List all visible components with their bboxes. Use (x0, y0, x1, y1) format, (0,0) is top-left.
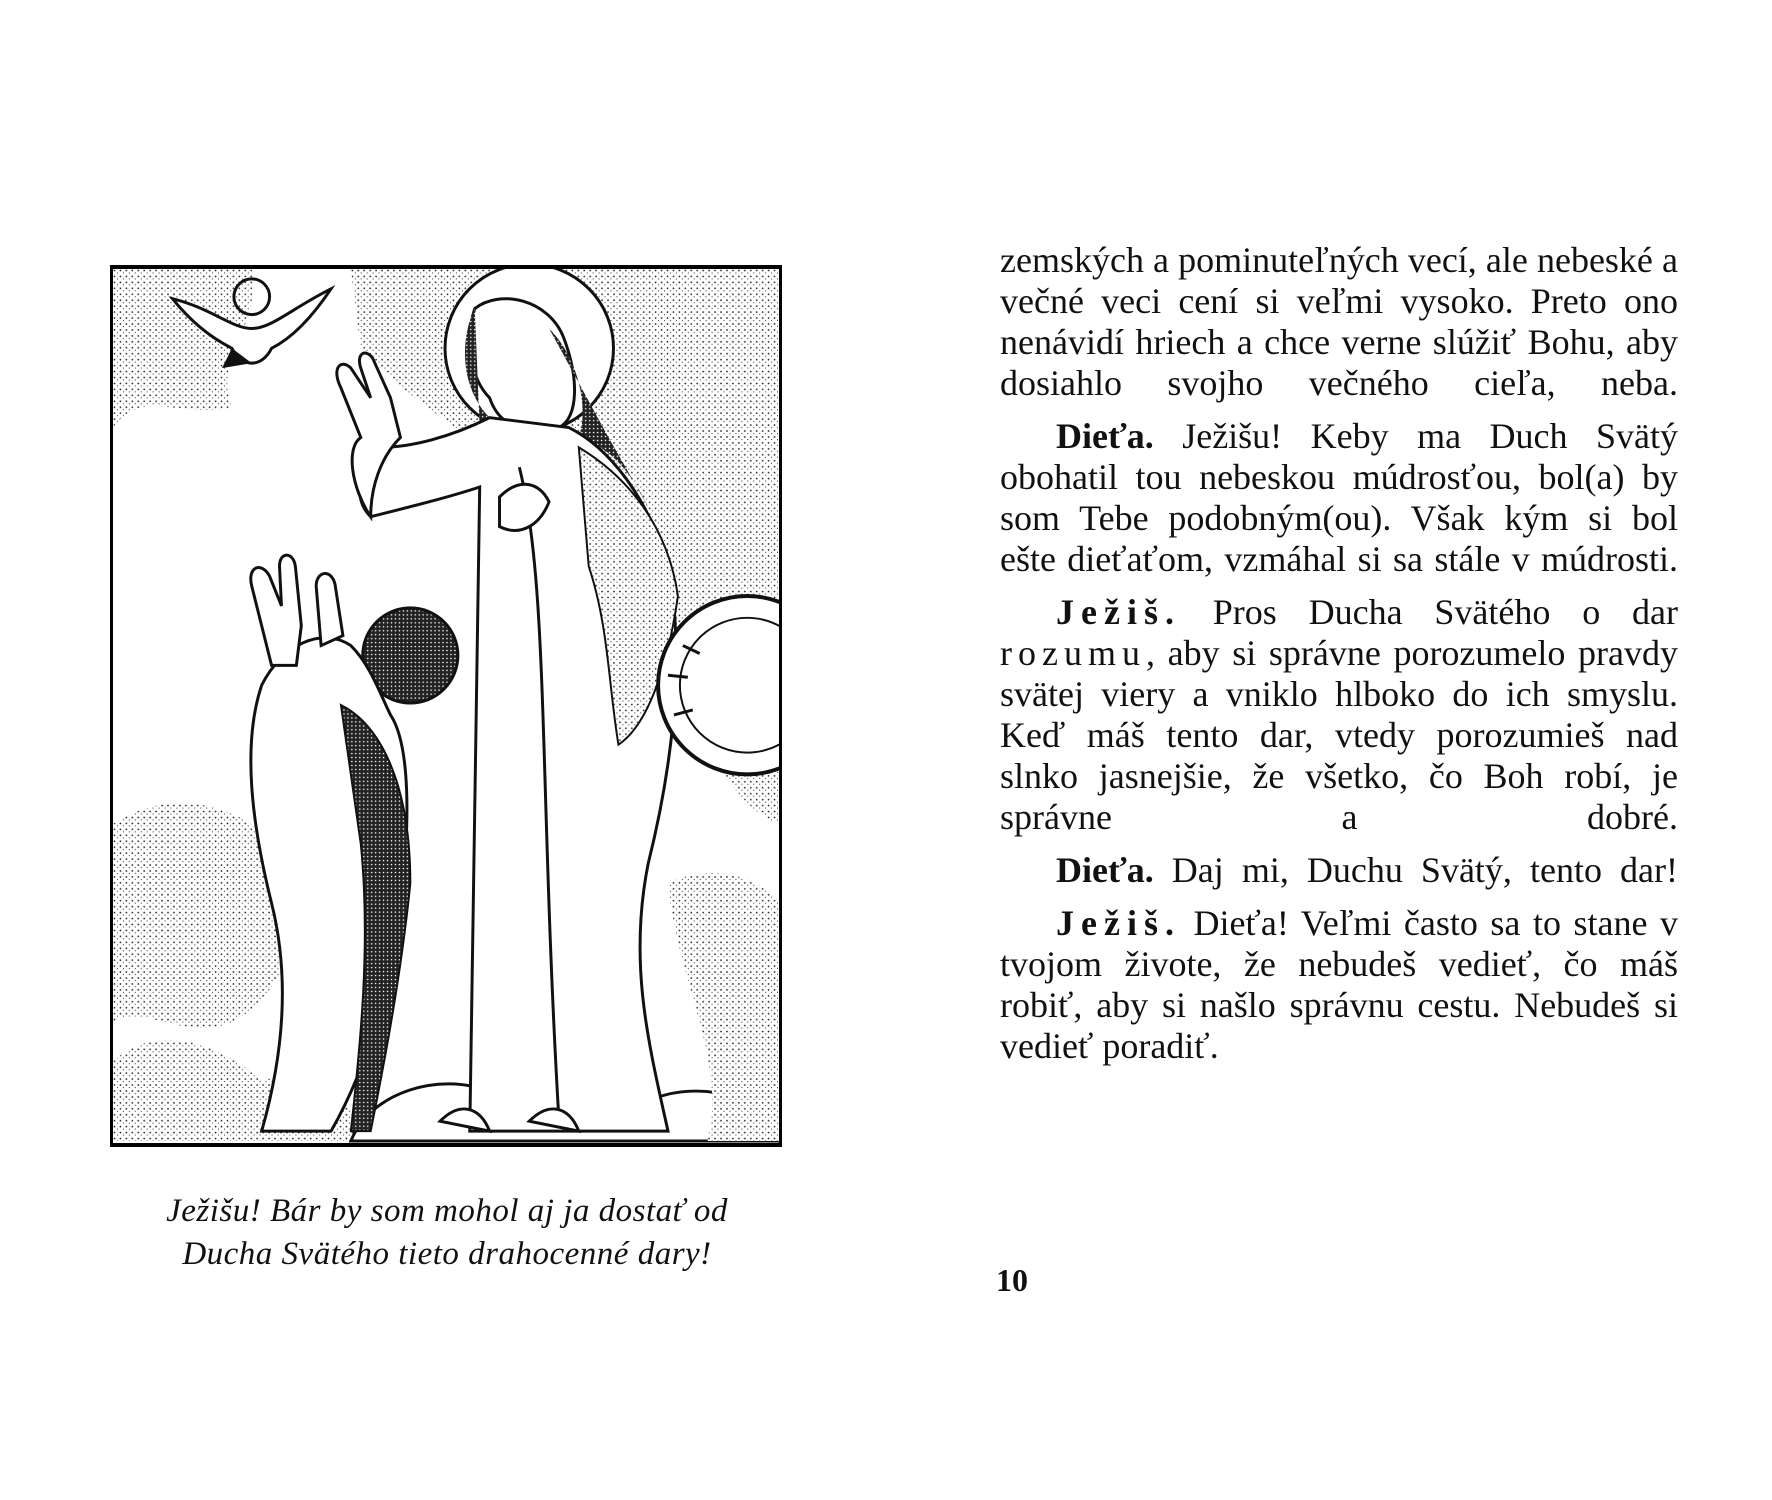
paragraph-child-2 (1000, 850, 1678, 891)
illustration (110, 265, 782, 1147)
page-number: 10 (996, 1262, 1028, 1298)
paragraph-child-1 (1000, 416, 1678, 580)
paragraph-continuation (1000, 240, 1678, 404)
child-figure (251, 555, 458, 1131)
paragraph-text: zemských a pominuteľných vecí, ale nebeské a večné veci cení si veľmi vysoko. Preto ono nenávidí hriech a chce verne slúžiť Bohu, aby dosiahlo svojho večného cieľa, neba. (1000, 240, 1678, 403)
illustration-drawing (113, 269, 779, 1143)
paragraph-jesus-1 (1000, 592, 1678, 838)
paragraph-jesus-2 (1000, 903, 1678, 1067)
caption-line-2: Ducha Svätého tieto drahocenné dary! (182, 1236, 712, 1272)
speaker-label: Ježiš. (1056, 592, 1181, 632)
paragraph-text: Daj mi, Duchu Svätý, tento dar! (1153, 850, 1678, 890)
paragraph-text: , aby si správne porozumelo pravdy svätej viery a vniklo hlboko do ich smyslu. Keď máš tento dar, vtedy porozumieš nad slnko jasnejšie, že všetko, čo Boh robí, je správne a dobré. (1000, 633, 1678, 837)
paragraph-text: Dieťa! Veľmi často sa to stane v tvojom živote, že nebudeš vedieť, čo máš robiť, aby si našlo správnu cestu. Nebudeš si vedieť poradiť. (1000, 903, 1678, 1066)
illustration-caption (100, 1190, 794, 1276)
speaker-label: Dieťa. (1056, 850, 1154, 890)
caption-line-1: Ježišu! Bár by som mohol aj ja dostať od (166, 1193, 728, 1229)
speaker-label: Dieťa. (1056, 416, 1154, 456)
paragraph-text: Ježišu! Keby ma Duch Svätý obohatil tou nebeskou múdrosťou, bol(a) by som Tebe podobným(ou). Však kým si bol ešte dieťaťom, vzmáhal si sa stále v múdrosti. (1000, 416, 1678, 579)
emphasized-word: rozumu (1000, 633, 1146, 673)
speaker-label: Ježiš. (1056, 903, 1181, 943)
paragraph-text: Pros Ducha Svätého o dar (1180, 592, 1678, 632)
text-page (1000, 240, 1678, 1079)
